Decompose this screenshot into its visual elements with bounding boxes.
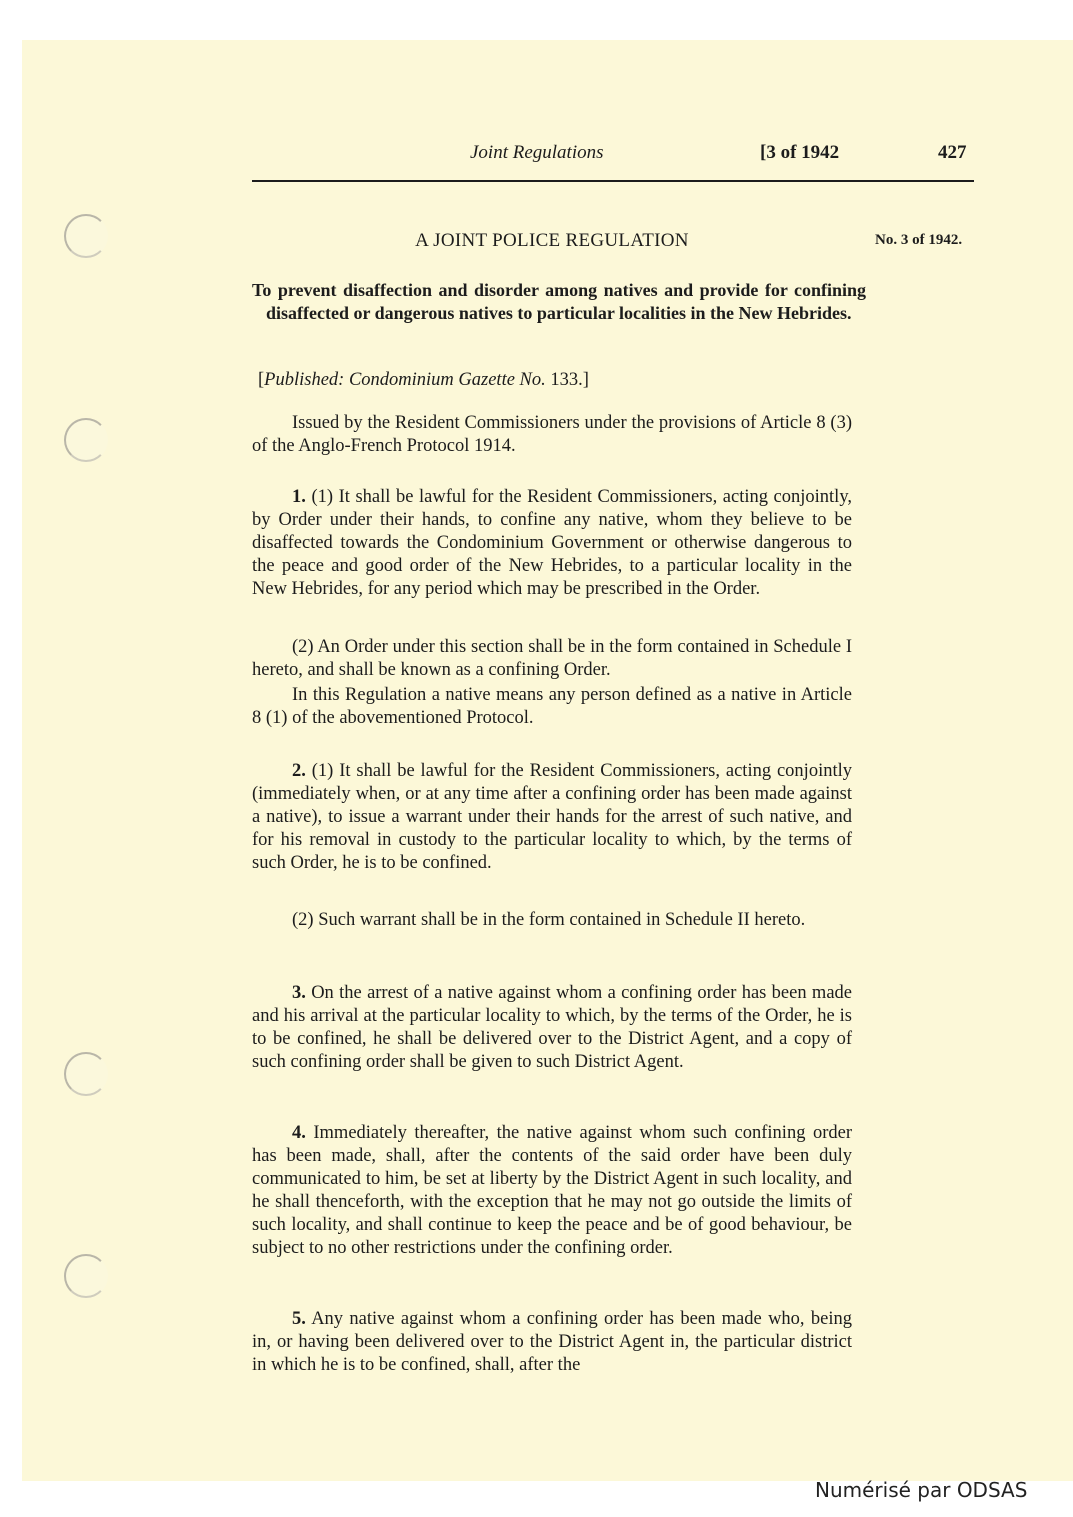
section-number: 2. (292, 761, 306, 781)
section-number: 4. (292, 1123, 306, 1143)
definition-paragraph: In this Regulation a native means any person defined as a native in Article 8 (1) of the abovementioned Protocol. (252, 685, 852, 728)
section-number: 3. (292, 983, 306, 1003)
section-2-2-paragraph: (2) Such warrant shall be in the form contained in Schedule II hereto. (292, 910, 806, 930)
section-5-paragraph: 5. Any native against whom a confining order has been made who, being in, or having been delivered over to the District Agent in, the particular district in which he is to be confined, shall, after the (252, 1309, 852, 1375)
section-number: 5. (292, 1309, 306, 1329)
section-number: 1. (292, 487, 306, 507)
publication-note: [Published: Condominium Gazette No. 133.] (258, 370, 589, 390)
margin-note: No. 3 of 1942. (875, 232, 963, 248)
binder-hole (64, 1052, 108, 1096)
section-4-paragraph: 4. Immediately thereafter, the native against whom such confining order has been made, shall, after the contents of the said order have been duly communicated to him, be set at liberty by the District Agent in such locality, and he shall thenceforth, with the exception that he may not go outside the limits of such locality, and shall continue to keep the peace and be of good behaviour, be subject to no other restrictions under the confining order. (252, 1123, 852, 1258)
preamble-paragraph: Issued by the Resident Commissioners under the provisions of Article 8 (3) of the Anglo-French Protocol 1914. (252, 413, 852, 456)
section-1-paragraph: 1. (1) It shall be lawful for the Resident Commissioners, acting conjointly, by Order under their hands, to confine any native, whom they believe to be disaffected towards the Condominium Government or otherwise dangerous to the peace and good order of the New Hebrides, to a particular locality in the New Hebrides, for any period which may be prescribed in the Order. (252, 487, 852, 599)
section-1-2-paragraph: (2) An Order under this section shall be in the form contained in Schedule I hereto, and shall be known as a confining Order. (252, 637, 852, 680)
digitization-credit: Numérisé par ODSAS (815, 1478, 1028, 1502)
regulation-title: A JOINT POLICE REGULATION (415, 230, 689, 251)
regulation-reference: [3 of 1942 (760, 142, 840, 163)
gazette-reference: Published: Condominium Gazette No. (264, 370, 546, 390)
page-number: 427 (938, 142, 967, 163)
section-3-paragraph: 3. On the arrest of a native against whom a confining order has been made and his arrival at the particular locality to which, by the terms of the Order, he is to be confined, he shall be delivered over to the District Agent, and a copy of such confining order shall be given to such District Agent. (252, 983, 852, 1072)
binder-hole (64, 1254, 108, 1298)
header-rule (252, 180, 974, 182)
running-title: Joint Regulations (470, 142, 604, 163)
regulation-subtitle: To prevent disaffection and disorder among natives and provide for confining disaffected or dangerous natives to particular localities in the New Hebrides. (252, 280, 866, 323)
section-2-paragraph: 2. (1) It shall be lawful for the Resident Commissioners, acting conjointly (immediately when, or at any time after a confining order has been made against a native), to issue a warrant under their hands for the arrest of such native, and for his removal in custody to the particular locality to which, by the terms of such Order, he is to be confined. (252, 761, 852, 873)
binder-hole (64, 418, 108, 462)
binder-hole (64, 214, 108, 258)
